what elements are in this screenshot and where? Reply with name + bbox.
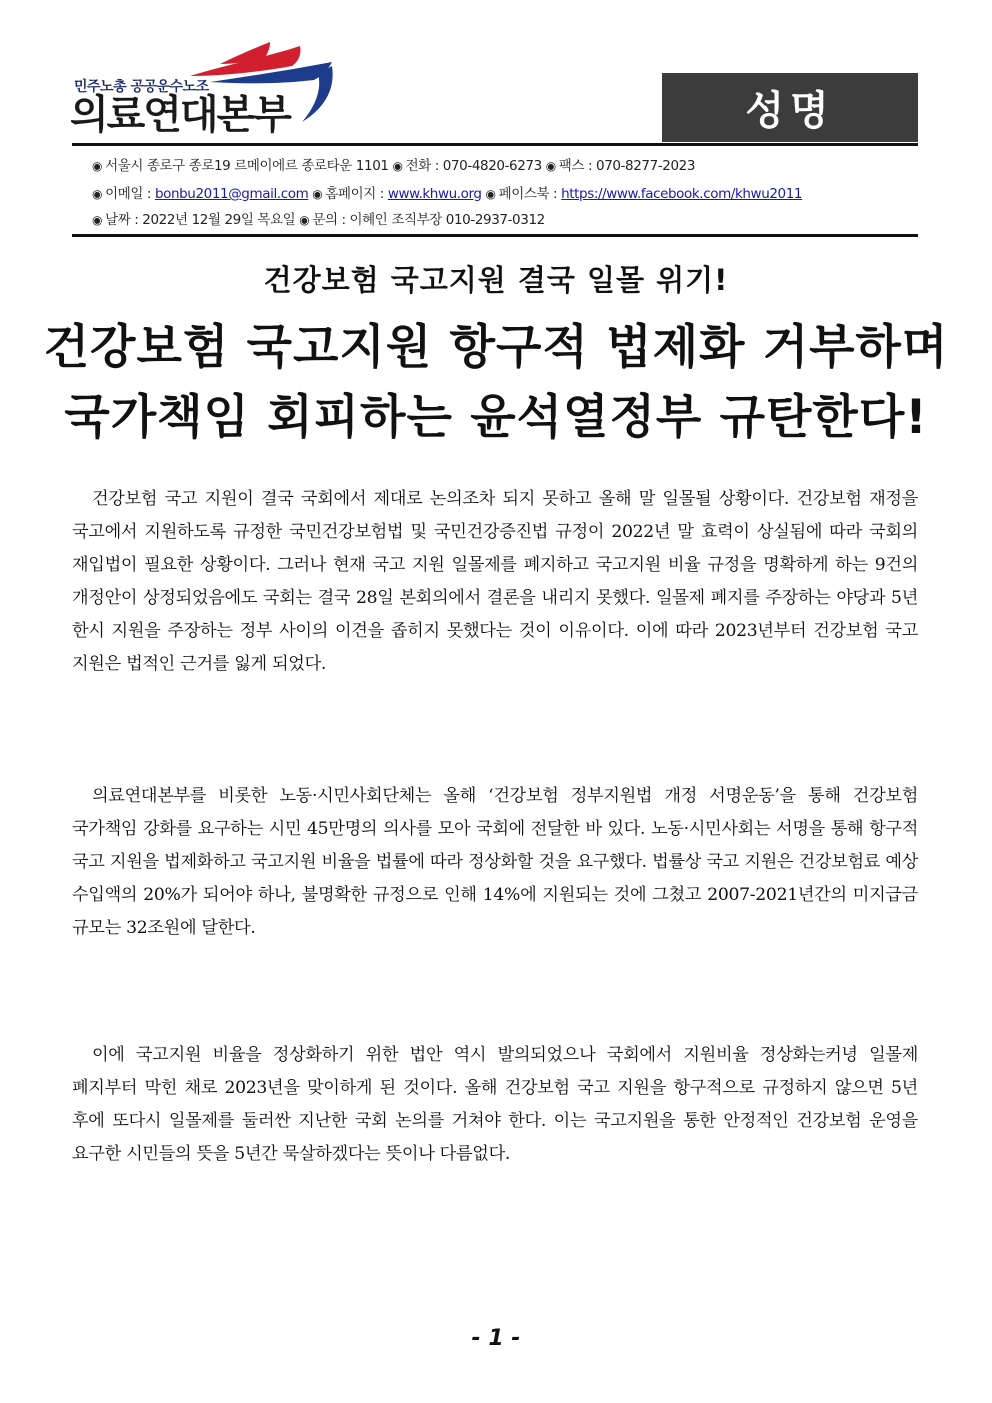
headline-title-line2: 국가책임 회피하는 윤석열정부 규탄한다!: [64, 390, 928, 445]
organization-logo: [70, 36, 370, 140]
bullet-icon: ◉: [312, 187, 323, 201]
bullet-icon: ◉: [92, 213, 103, 227]
email-link[interactable]: bonbu2011@gmail.com: [154, 186, 309, 202]
organization-name: 의료연대본부: [70, 92, 290, 138]
bullet-icon: ◉: [545, 159, 556, 173]
bullet-icon: ◉: [392, 159, 403, 173]
phone: 전화 : 070-4820-6273: [405, 158, 542, 174]
homepage-label: 홈페이지 :: [325, 186, 388, 202]
contact-line-online: [92, 182, 802, 202]
date: 날짜 : 2022년 12월 29일 목요일: [105, 212, 296, 228]
header-divider-top: [72, 143, 918, 146]
contact-person: 문의 : 이혜인 조직부장 010-2937-0312: [312, 212, 545, 228]
headline-subtitle: 건강보험 국고지원 결국 일몰 위기!: [263, 263, 729, 297]
union-name: 민주노총 공공운수노조: [74, 79, 209, 95]
body-paragraph-1: 건강보험 국고 지원이 결국 국회에서 제대로 논의조차 되지 못하고 올해 말 일몰될 상황이다. 건강보험 재정을 국고에서 지원하도록 규정한 국민건강보험법 및 국민건강증진법 규정이 2022년 말 효력이 상실됨에 따라 국회의 재입법이 필요한 상황이다. 그러나 현재 국고 지원 일몰제를 폐지하고 국고지원 비율 규정을 명확하게 하는 9건의 개정안이 상정되었음에도 국회는 결국 28일 본회의에서 결론을 내리지 못했다. 일몰제 폐지를 주장하는 야당과 5년 한시 지원을 주장하는 정부 사이의 이견을 좁히지 못했다는 것이 이유이다. 이에 따라 2023년부터 건강보험 국고 지원은 법적인 근거를 잃게 되었다.: [72, 489, 918, 674]
facebook-link[interactable]: https://www.facebook.com/khwu2011: [561, 186, 803, 202]
bullet-icon: ◉: [485, 187, 496, 201]
header-divider-bottom: [72, 234, 918, 237]
headline-title-line1: 건강보험 국고지원 항구적 법제화 거부하며: [43, 320, 949, 375]
fax: 팩스 : 070-8277-2023: [558, 158, 696, 174]
contact-line-address: [92, 154, 695, 174]
document-type-badge: 성명: [662, 73, 918, 142]
bullet-icon: ◉: [92, 187, 103, 201]
homepage-link[interactable]: www.khwu.org: [387, 186, 482, 202]
bullet-icon: ◉: [92, 159, 103, 173]
page-number: - 1 -: [471, 1326, 521, 1351]
email-label: 이메일 :: [105, 186, 155, 202]
bullet-icon: ◉: [299, 213, 310, 227]
contact-line-date: [92, 208, 545, 228]
facebook-label: 페이스북 :: [498, 186, 562, 202]
body-paragraph-2: 의료연대본부를 비롯한 노동·시민사회단체는 올해 ‘건강보험 정부지원법 개정 서명운동’을 통해 건강보험 국가책임 강화를 요구하는 시민 45만명의 의사를 모아 국회에 전달한 바 있다. 노동·시민사회는 서명을 통해 항구적 국고 지원을 법제화하고 국고지원 비율을 법률에 따라 정상화할 것을 요구했다. 법률상 국고 지원은 건강보험료 예상 수입액의 20%가 되어야 하나, 불명확한 규정으로 인해 14%에 지원되는 것에 그쳤고 2007-2021년간의 미지급금 규모는 32조원에 달한다.: [72, 786, 918, 938]
address: 서울시 종로구 종로19 르메이에르 종로타운 1101: [105, 158, 389, 174]
body-paragraph-3: 이에 국고지원 비율을 정상화하기 위한 법안 역시 발의되었으나 국회에서 지원비율 정상화는커녕 일몰제 폐지부터 막힌 채로 2023년을 맞이하게 된 것이다. 올해 건강보험 국고 지원을 항구적으로 규정하지 않으면 5년 후에 또다시 일몰제를 둘러싼 지난한 국회 논의를 거쳐야 한다. 이는 국고지원을 통한 안정적인 건강보험 운영을 요구한 시민들의 뜻을 5년간 묵살하겠다는 뜻이나 다름없다.: [72, 1045, 918, 1164]
